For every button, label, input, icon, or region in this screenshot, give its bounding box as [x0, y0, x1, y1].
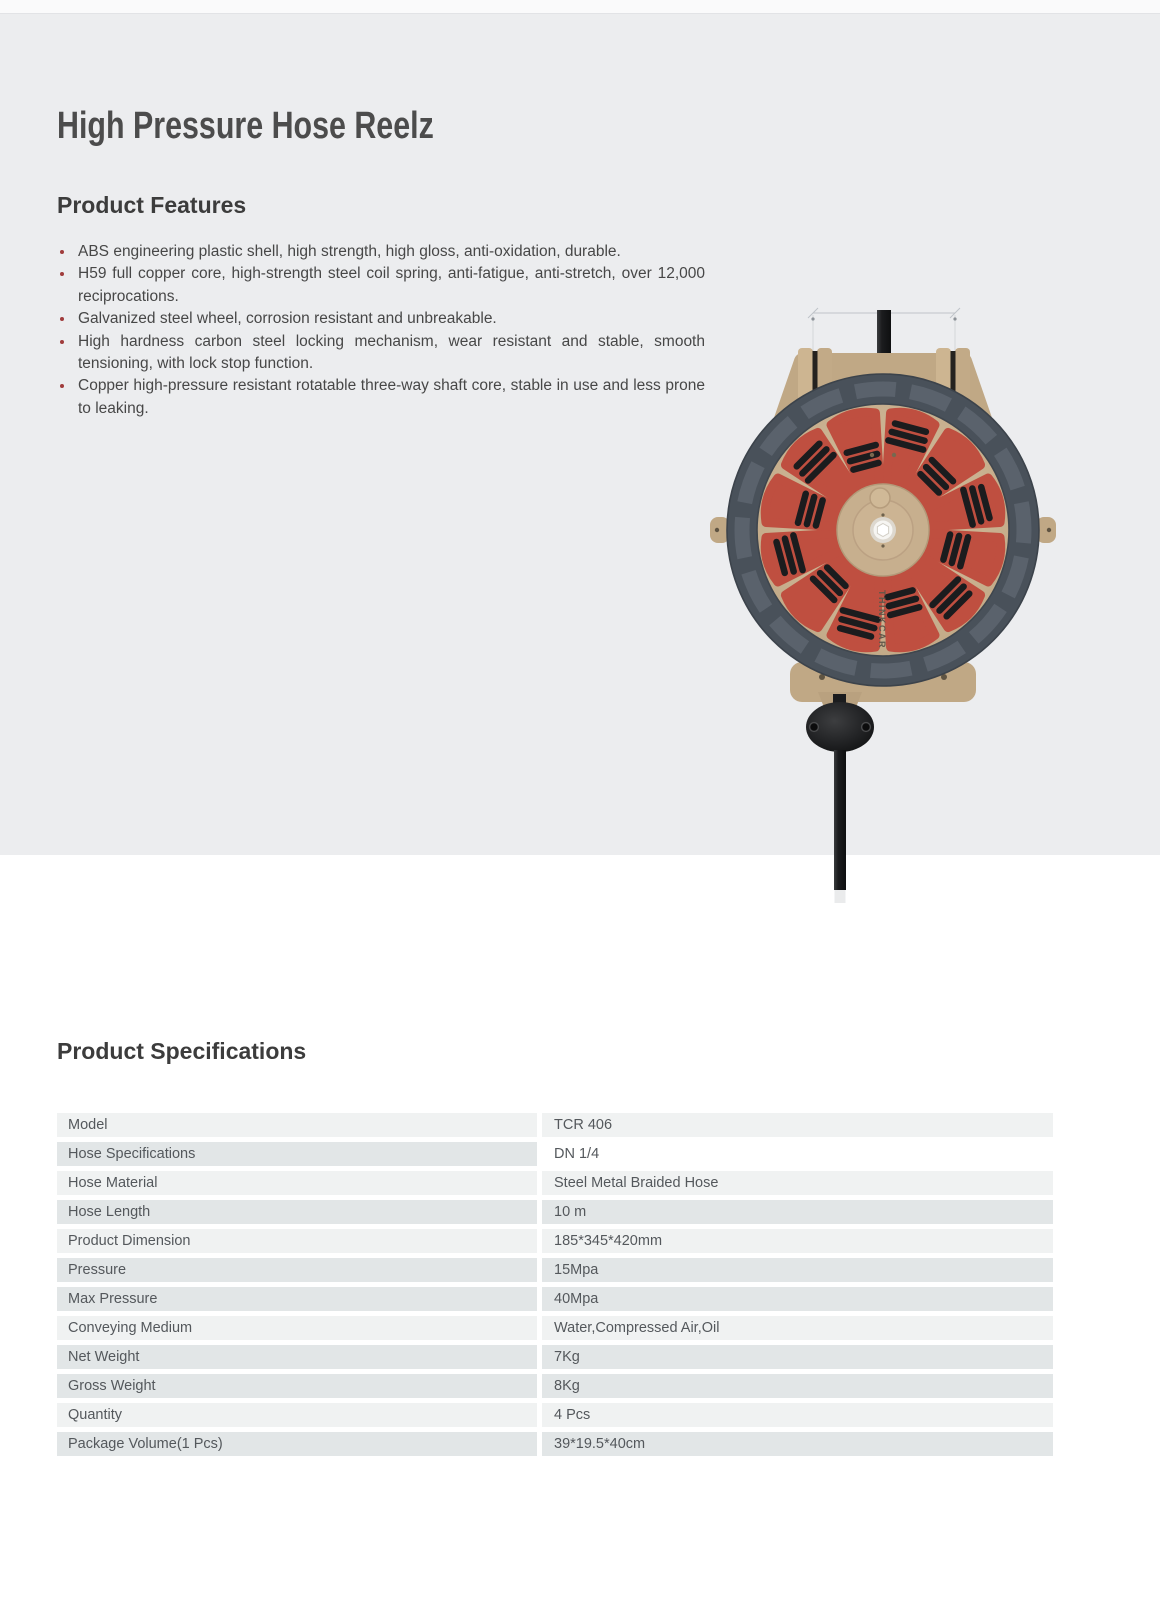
spec-value: 7Kg: [542, 1345, 1053, 1369]
spec-value: 39*19.5*40cm: [542, 1432, 1053, 1456]
spec-label: Net Weight: [57, 1345, 537, 1369]
table-row: [57, 1374, 1053, 1398]
feature-text: High hardness carbon steel locking mechanism, wear resistant and stable, smooth tensioning, with lock stop function.: [78, 332, 705, 373]
bullet-icon: [60, 272, 64, 276]
table-row: [57, 1287, 1053, 1311]
hose-stopper: [806, 702, 874, 752]
spec-value: 4 Pcs: [542, 1403, 1053, 1427]
spec-label: Hose Material: [57, 1171, 537, 1195]
reel-hub: [837, 484, 929, 576]
table-row: [57, 1316, 1053, 1340]
feature-text: Galvanized steel wheel, corrosion resistant and unbreakable.: [78, 310, 497, 328]
features-heading: Product Features: [57, 192, 247, 218]
table-row: [57, 1142, 1053, 1166]
spec-label: Hose Specifications: [57, 1142, 537, 1166]
table-row: [57, 1171, 1053, 1195]
spec-label: Gross Weight: [57, 1374, 537, 1398]
feature-text: Copper high-pressure resistant rotatable three-way shaft core, stable in use and less prone to leaking.: [78, 377, 705, 417]
bullet-icon: [60, 384, 64, 388]
spec-value: TCR 406: [542, 1113, 1053, 1137]
spec-label: Product Dimension: [57, 1229, 537, 1253]
spec-label: Model: [57, 1113, 537, 1137]
feature-item: [57, 241, 705, 263]
hose-bottom: [806, 694, 874, 903]
feature-item: [57, 331, 705, 376]
table-row: [57, 1403, 1053, 1427]
features-list: [57, 241, 705, 420]
spec-value: DN 1/4: [554, 1146, 600, 1162]
table-row: [57, 1432, 1053, 1456]
table-row: [57, 1258, 1053, 1282]
hose-reel-illustration: [670, 290, 1080, 910]
spec-label: Max Pressure: [57, 1287, 537, 1311]
spec-label: Quantity: [57, 1403, 537, 1427]
hub-nut-icon: [870, 517, 896, 543]
feature-text: H59 full copper core, high-strength steel coil spring, anti-fatigue, anti-stretch, over 12,000 reciprocations.: [78, 265, 705, 305]
spec-label: Pressure: [57, 1258, 537, 1282]
spec-value: Water,Compressed Air,Oil: [542, 1316, 1053, 1340]
feature-item: [57, 308, 705, 330]
spec-value: 10 m: [542, 1200, 1053, 1224]
top-strip: [0, 0, 1160, 14]
page-title: High Pressure Hose Reelz: [57, 105, 434, 147]
bullet-icon: [60, 340, 64, 344]
table-row: [57, 1345, 1053, 1369]
spec-value: Steel Metal Braided Hose: [542, 1171, 1053, 1195]
table-row: [57, 1113, 1053, 1137]
spec-value: 40Mpa: [542, 1287, 1053, 1311]
brand-text: THINKCAR: [877, 590, 887, 649]
bullet-icon: [60, 317, 64, 321]
feature-item: [57, 263, 705, 308]
spec-label: Package Volume(1 Pcs): [57, 1432, 537, 1456]
spec-label: Conveying Medium: [57, 1316, 537, 1340]
specifications-table: [57, 1113, 1053, 1461]
spec-value: 15Mpa: [542, 1258, 1053, 1282]
table-row: [57, 1229, 1053, 1253]
spec-value: 185*345*420mm: [542, 1229, 1053, 1253]
spec-label: Hose Length: [57, 1200, 537, 1224]
feature-text: ABS engineering plastic shell, high strength, high gloss, anti-oxidation, durable.: [78, 243, 621, 260]
bullet-icon: [60, 250, 64, 254]
specs-heading: Product Specifications: [57, 1038, 307, 1064]
table-row: [57, 1200, 1053, 1224]
feature-item: [57, 375, 705, 420]
spec-value: 8Kg: [542, 1374, 1053, 1398]
